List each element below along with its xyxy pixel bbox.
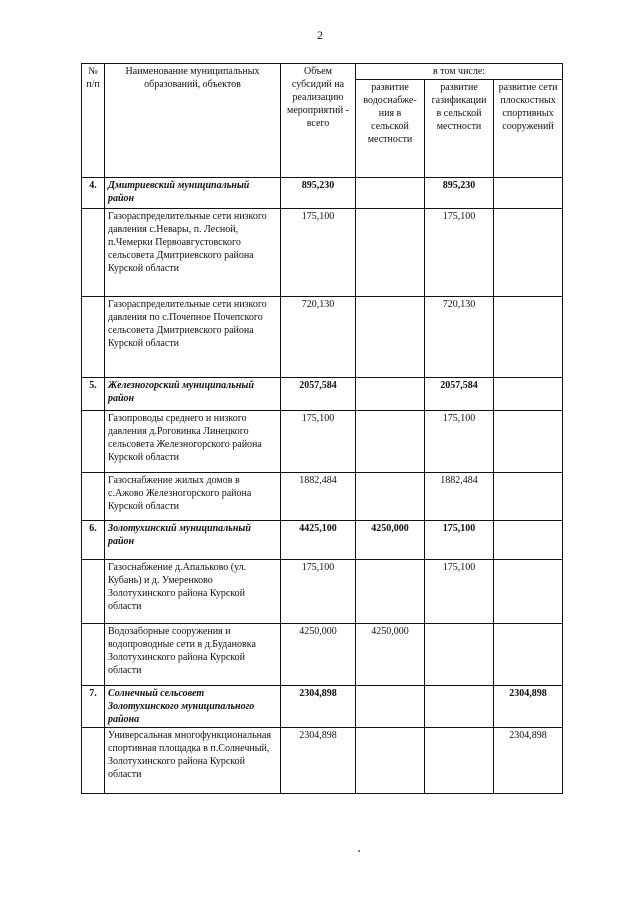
table-row <box>82 728 563 794</box>
row-num <box>82 728 105 794</box>
row-sport <box>494 297 563 378</box>
row-gas: 1882,484 <box>425 473 494 521</box>
header-num: № п/п <box>82 64 105 178</box>
row-water <box>356 686 425 728</box>
row-gas: 175,100 <box>425 521 494 560</box>
header-water: развитие водоснабже-ния в сельской местности <box>356 80 425 178</box>
row-water <box>356 560 425 624</box>
row-gas: 175,100 <box>425 560 494 624</box>
row-gas: 2057,584 <box>425 378 494 411</box>
row-num: 4. <box>82 178 105 209</box>
row-num <box>82 473 105 521</box>
row-gas <box>425 728 494 794</box>
table-row <box>82 378 563 411</box>
row-sport <box>494 209 563 297</box>
row-total: 175,100 <box>281 411 356 473</box>
table-row <box>82 297 563 378</box>
row-name: Газоснабжение д.Апальково (ул. Кубань) и д. Умеренково Золотухинского района Курской области <box>105 560 281 624</box>
row-gas <box>425 686 494 728</box>
row-water: 4250,000 <box>356 624 425 686</box>
row-sport <box>494 178 563 209</box>
row-num <box>82 411 105 473</box>
row-sport <box>494 521 563 560</box>
row-water <box>356 728 425 794</box>
page-number: 2 <box>317 28 323 42</box>
row-name: Солнечный сельсовет Золотухинского муниципального района <box>105 686 281 728</box>
row-num: 7. <box>82 686 105 728</box>
row-total: 2304,898 <box>281 728 356 794</box>
table-row <box>82 686 563 728</box>
scan-speck <box>358 850 362 854</box>
row-gas <box>425 624 494 686</box>
table-row <box>82 521 563 560</box>
row-total: 4250,000 <box>281 624 356 686</box>
row-num: 6. <box>82 521 105 560</box>
row-sport <box>494 560 563 624</box>
row-name: Дмитриевский муниципальный район <box>105 178 281 209</box>
row-water <box>356 473 425 521</box>
table-row <box>82 209 563 297</box>
row-gas: 175,100 <box>425 411 494 473</box>
row-name: Газораспределительные сети низкого давления с.Невары, п. Лесной, п.Чемерки Первоавгустовского сельсовета Дмитриевского района Курской области <box>105 209 281 297</box>
row-total: 2057,584 <box>281 378 356 411</box>
row-total: 2304,898 <box>281 686 356 728</box>
row-num <box>82 209 105 297</box>
row-sport <box>494 473 563 521</box>
header-gas: развитие газификации в сельской местности <box>425 80 494 178</box>
row-total: 175,100 <box>281 560 356 624</box>
row-water: 4250,000 <box>356 521 425 560</box>
subsidy-table <box>81 63 563 794</box>
header-sport: развитие сети плоскостных спортивных сооружений <box>494 80 563 178</box>
row-num <box>82 297 105 378</box>
row-gas: 720,130 <box>425 297 494 378</box>
row-gas: 175,100 <box>425 209 494 297</box>
row-name: Универсальная многофункциональная спортивная площадка в п.Солнечный, Золотухинского района Курской области <box>105 728 281 794</box>
row-water <box>356 178 425 209</box>
row-name: Газопроводы среднего и низкого давления д.Роговинка Линецкого сельсовета Железногорского района Курской области <box>105 411 281 473</box>
row-name: Железногорский муниципальный район <box>105 378 281 411</box>
header-name: Наименование муниципальных образований, объектов <box>105 64 281 178</box>
header-total: Объем субсидий на реализацию мероприятий - всего <box>281 64 356 178</box>
row-total: 895,230 <box>281 178 356 209</box>
row-sport <box>494 378 563 411</box>
row-name: Золотухинский муниципальный район <box>105 521 281 560</box>
row-total: 4425,100 <box>281 521 356 560</box>
row-num <box>82 624 105 686</box>
table-row <box>82 473 563 521</box>
table-row <box>82 178 563 209</box>
header-row <box>82 64 563 80</box>
row-water <box>356 378 425 411</box>
row-total: 720,130 <box>281 297 356 378</box>
row-sport: 2304,898 <box>494 686 563 728</box>
row-water <box>356 209 425 297</box>
row-sport <box>494 624 563 686</box>
row-sport <box>494 411 563 473</box>
row-sport: 2304,898 <box>494 728 563 794</box>
table-row <box>82 411 563 473</box>
row-num <box>82 560 105 624</box>
table-row <box>82 560 563 624</box>
row-gas: 895,230 <box>425 178 494 209</box>
row-total: 1882,484 <box>281 473 356 521</box>
header-including: в том числе: <box>356 64 563 80</box>
row-water <box>356 297 425 378</box>
row-total: 175,100 <box>281 209 356 297</box>
row-num: 5. <box>82 378 105 411</box>
row-water <box>356 411 425 473</box>
row-name: Водозаборные сооружения и водопроводные сети в д.Будановка Золотухинского района Курской области <box>105 624 281 686</box>
table-row <box>82 624 563 686</box>
row-name: Газораспределительные сети низкого давления по с.Почепное Почепского сельсовета Дмитриевского района Курской области <box>105 297 281 378</box>
row-name: Газоснабжение жилых домов в с.Ажово Железногорского района Курской области <box>105 473 281 521</box>
